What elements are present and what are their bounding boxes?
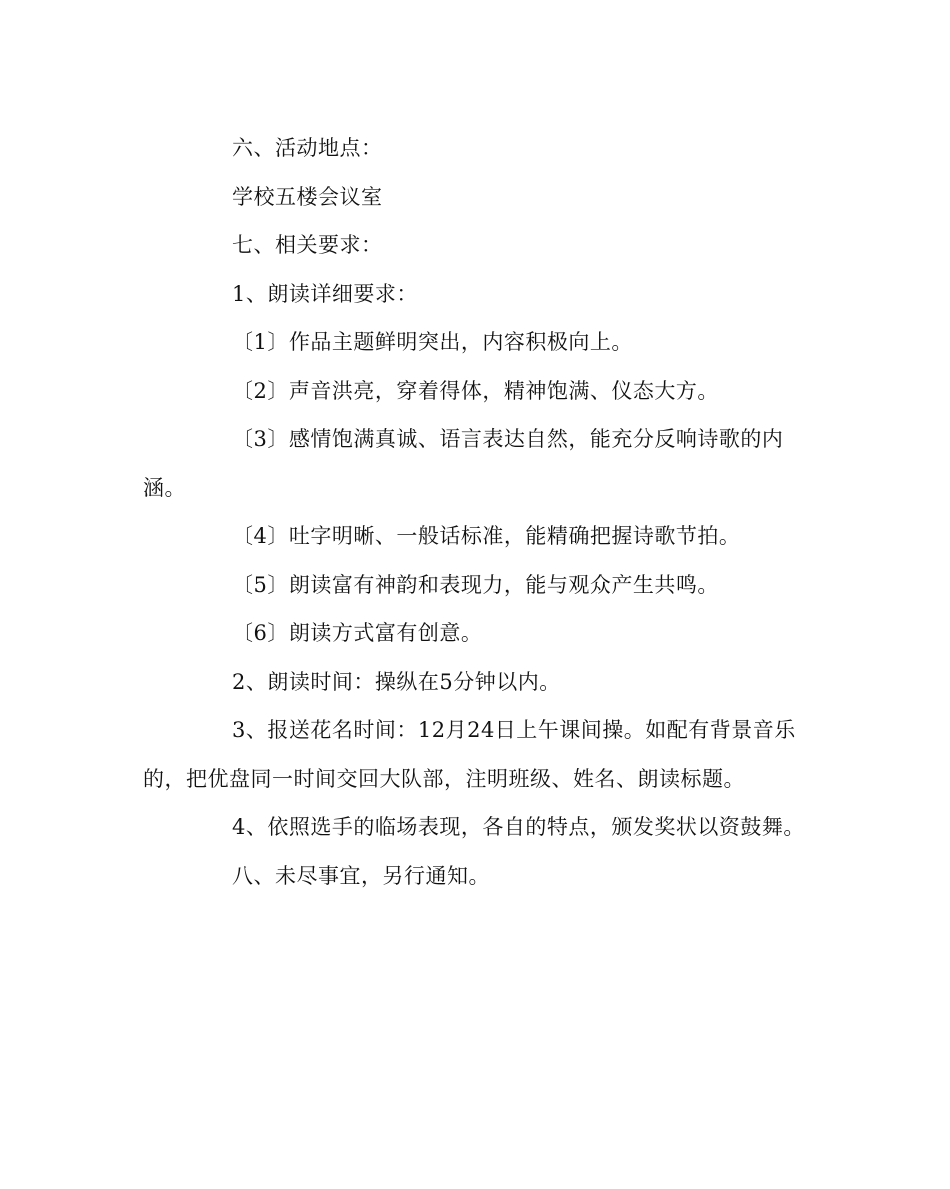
requirement-item-3: 〔3〕感情饱满真诚、语言表达自然，能充分反响诗歌的内涵。: [143, 427, 784, 500]
requirement-4-awards: 4、依照选手的临场表现，各自的特点，颁发奖状以资鼓舞。: [232, 815, 805, 839]
section-heading-location: 六、活动地点：: [232, 136, 383, 160]
requirement-3-registration: 3、报送花名时间：12月24日上午课间操。如配有背景音乐的，把优盘同一时间交回大队部，注明班级、姓名、朗读标题。: [143, 718, 796, 791]
section-heading-misc: 八、未尽事宜，另行通知。: [232, 863, 490, 888]
requirement-2-time: 2、朗读时间：操纵在5分钟以内。: [232, 669, 561, 694]
requirement-item-5: 〔5〕朗读富有神韵和表现力，能与观众产生共鸣。: [232, 572, 719, 597]
requirement-item-4: 〔4〕吐字明晰、一般话标准，能精确把握诗歌节拍。: [232, 524, 741, 548]
requirement-item-1: 〔1〕作品主题鲜明突出，内容积极向上。: [232, 330, 633, 354]
location-text: 学校五楼会议室: [232, 184, 383, 209]
section-heading-requirements: 七、相关要求：: [232, 233, 383, 257]
requirement-item-6: 〔6〕朗读方式富有创意。: [232, 621, 483, 645]
requirement-1-heading: 1、朗读详细要求：: [232, 281, 418, 306]
requirement-item-2: 〔2〕声音洪亮，穿着得体，精神饱满、仪态大方。: [232, 378, 719, 403]
document-body: [143, 124, 808, 900]
